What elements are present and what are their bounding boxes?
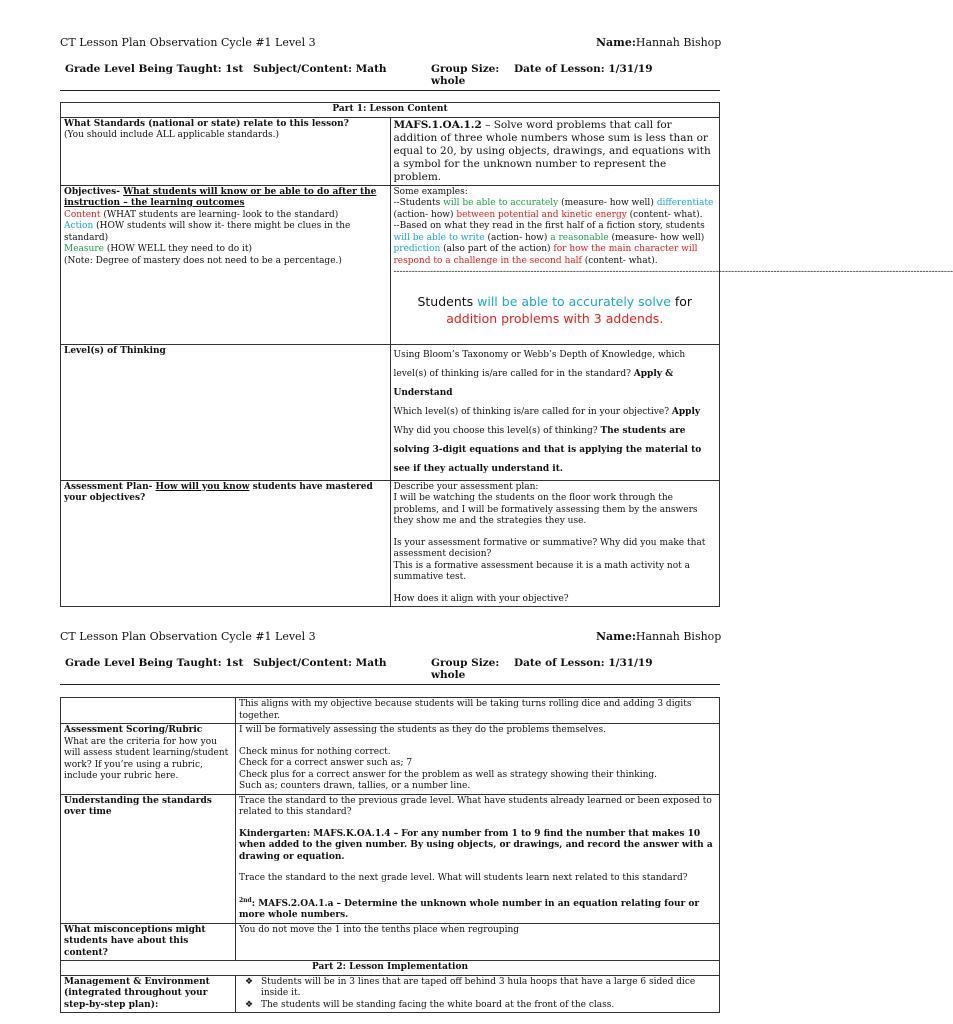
assessment-row (61, 480, 720, 607)
list-item: ❖ Students will be in 3 lines that are taped off behind 3 hula hoops that have a large 6 sided dice inside it. (245, 976, 696, 998)
objectives-row (61, 185, 720, 344)
understanding-label: Understanding the standards over time (61, 794, 236, 923)
lesson-date: Date of Lesson: 1/31/19 (514, 657, 653, 669)
management-row (61, 975, 720, 1013)
management-label: Management & Environment (integrated throughout your step-by-step plan): (61, 975, 236, 1013)
teacher-name: Name:Hannah Bishop (596, 630, 722, 643)
misconceptions-label: What misconceptions might students have about this content? (61, 923, 236, 961)
assessment-content: Describe your assessment plan: I will be watching the students on the floor work through the problems, and I will be formatively assessing them by the answers they show me and the strategies they use. Is your assessment formative or summative? Why did you make that assessment decision? This is a formative assessment because it is a math activity not a summative test. How does it align with your objective? (390, 480, 720, 607)
misconceptions-row (61, 923, 720, 961)
teacher-name: Name:Hannah Bishop (596, 36, 722, 49)
management-content (236, 975, 720, 1013)
subject-content: Subject/Content: Math (253, 63, 387, 75)
scoring-content: I will be formatively assessing the students as they do the problems themselves. Check minus for nothing correct. Check for a correct answer such as; 7 Check plus for a correct answer for the problem as well as strategy showing their thinking. Such as; counters drawn, tallies, or a number line. (236, 724, 720, 795)
subject-content: Subject/Content: Math (253, 657, 387, 669)
document-title: CT Lesson Plan Observation Cycle #1 Level 3 (60, 36, 316, 49)
part2-title: Part 2: Lesson Implementation (61, 961, 720, 976)
dashed-separator: ---------------------------------------------------------------------------------------------------------------------------------------------------------------------------------------- (393, 267, 953, 277)
understanding-row (61, 794, 720, 923)
standards-row (61, 117, 720, 185)
scoring-row (61, 724, 720, 795)
group-size: Group Size: whole (431, 657, 500, 681)
assessment-label: Assessment Plan- How will you know students have mastered your objectives? (61, 480, 391, 607)
lesson-date: Date of Lesson: 1/31/19 (514, 63, 653, 75)
grade-level: Grade Level Being Taught: 1st (65, 657, 244, 669)
scoring-label: Assessment Scoring/Rubric What are the criteria for how you will assess student learning/student work? If you’re using a rubric, include your rubric here. (61, 724, 236, 795)
lesson-continuation-table (60, 697, 720, 1013)
list-item: ❖ The students will be standing facing the white board at the front of the class. (245, 999, 615, 1010)
thinking-row (61, 344, 720, 480)
alignment-row (61, 698, 720, 724)
objectives-label: Objectives- What students will know or be able to do after the instruction – the learning outcomes Content (WHAT students are learning- look to the standard) Action (HOW students will show it- there might be clues in the standard) Measure (HOW WELL they need to do it) (Note: Degree of mastery does not need to be a percentage.) (61, 185, 391, 344)
grade-level: Grade Level Being Taught: 1st (65, 63, 244, 75)
misconceptions-text: You do not move the 1 into the tenths place when regrouping (236, 923, 720, 961)
lesson-content-table (60, 102, 953, 607)
group-size: Group Size: whole (431, 63, 500, 87)
document-title: CT Lesson Plan Observation Cycle #1 Level 3 (60, 630, 316, 643)
standards-label: What Standards (national or state) relate to this lesson? (You should include ALL applicable standards.) (61, 117, 391, 185)
diamond-bullet-icon: ❖ (245, 999, 254, 1010)
header-divider (60, 684, 720, 685)
standards-text: MAFS.1.OA.1.2 – Solve word problems that call for addition of three whole numbers whose sum is less than or equal to 20, by using objects, drawings, and equations with a symbol for the unknown number to represent the problem. (390, 117, 720, 185)
understanding-content: Trace the standard to the previous grade level. What have students already learned or been exposed to related to this standard? Kindergarten: MAFS.K.OA.1.4 – For any number from 1 to 9 find the number that makes 10 when added to the given number. By using objects, or drawings, and record the answer with a drawing or equation. Trace the standard to the next grade level. What will students learn next related to this standard? $^{2nd}$: MAFS.2.OA.1.a – Determine the unknown whole number in an equation relating four or more whole numbers. (236, 794, 720, 923)
header-divider (60, 90, 720, 91)
part1-title: Part 1: Lesson Content (61, 103, 720, 118)
diamond-bullet-icon: ❖ (245, 976, 254, 987)
objectives-content: Some examples: --Students will be able to accurately (measure- how well) differentiate (action- how) between potential and kinetic energy (content- what). --Based on what they read in the first half of a fiction story, students will be able to write (action- how) a reasonable (measure- how well) prediction (also part of the action) for how the main character will respond to a challenge in the second half (content- what). ---------------------------------------------------------------------------------------------------------------------------------------------------------------------------------------- Students will be able to accurately solve for addition problems with 3 addends. (390, 185, 720, 344)
alignment-text: This aligns with my objective because students will be taking turns rolling dice and adding 3 digits together. (236, 698, 720, 724)
thinking-content: Using Bloom’s Taxonomy or Webb’s Depth of Knowledge, which level(s) of thinking is/are called for in the standard? Apply & Understand Which level(s) of thinking is/are called for in your objective? Apply Why did you choose this level(s) of thinking? The students are solving 3-digit equations and that is applying the material to see if they actually understand it. (390, 344, 720, 480)
thinking-label: Level(s) of Thinking (61, 344, 391, 480)
main-objective: Students will be able to accurately solve for addition problems with 3 addends. (417, 293, 693, 326)
